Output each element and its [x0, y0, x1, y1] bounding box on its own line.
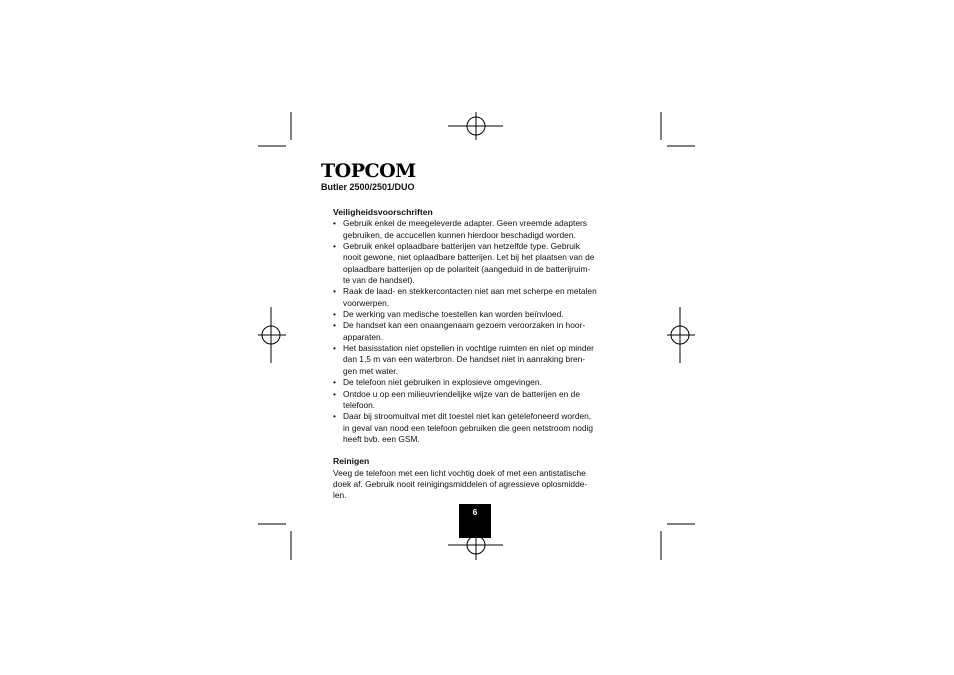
safety-heading: Veiligheidsvoorschriften	[333, 207, 433, 217]
list-item: • Ontdoe u op een milieuvriendelijke wijze van de batterijen en de telefoon.	[333, 389, 615, 412]
safety-list	[333, 218, 615, 445]
cleaning-text: Veeg de telefoon met een licht vochtig doek of met een antistatische doek af. Gebruik nooit reinigingsmiddelen of agressieve oplosmidde- len.	[333, 467, 588, 501]
logo-wordmark: TOPCOM	[321, 160, 416, 182]
list-item: • Het basisstation niet opstellen in vochtige ruimten en niet op minder dan 1,5 m van een waterbron. De handset niet in aanraking bren- gen met water.	[333, 343, 615, 377]
list-item: • De telefoon niet gebruiken in explosieve omgevingen.	[333, 377, 615, 388]
page-number: 6	[472, 507, 478, 517]
list-item: • Gebruik enkel oplaadbare batterijen van hetzelfde type. Gebruik nooit gewone, niet oplaadbare batterijen. Let bij het plaatsen van de oplaadbare batterijen op de polariteit (aangeduid in de batterijruim- te van de handset).	[333, 241, 615, 286]
content	[333, 207, 615, 502]
cleaning-heading: Reinigen	[333, 456, 370, 467]
topcom-logo	[321, 160, 416, 184]
model-name: Butler 2500/2501/DUO	[321, 182, 415, 192]
list-item: • Gebruik enkel de meegeleverde adapter. Geen vreemde adapters gebruiken, de accucellen kunnen hierdoor beschadigd worden.	[333, 218, 615, 241]
list-item: • De werking van medische toestellen kan worden beïnvloed.	[333, 309, 615, 320]
list-item: • Raak de laad- en stekkercontacten niet aan met scherpe en metalen voorwerpen.	[333, 286, 615, 309]
list-item: • Daar bij stroomuitval met dit toestel niet kan getelefoneerd worden, in geval van nood een telefoon gebruiken die geen netstroom nodig heeft bvb. een GSM.	[333, 411, 615, 445]
list-item: • De handset kan een onaangenaam gezoem veroorzaken in hoor- apparaten.	[333, 320, 615, 343]
